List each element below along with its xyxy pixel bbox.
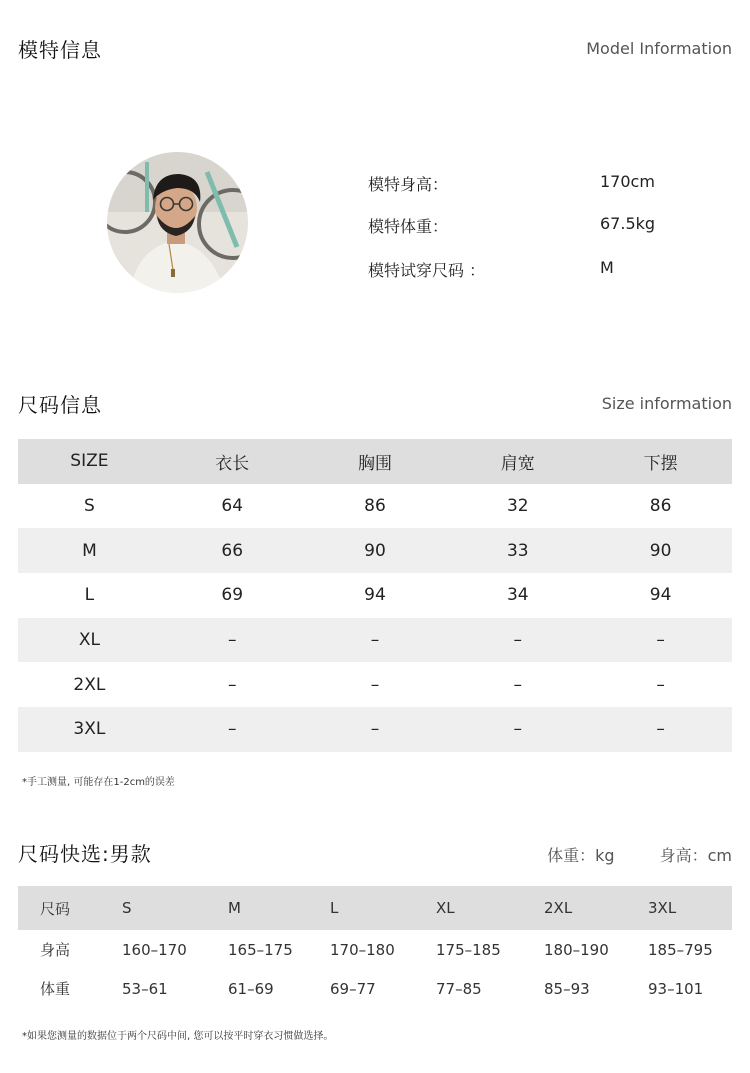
size-info-subtitle: Size information [601,394,732,413]
size-info-header [18,389,732,419]
hem-column-header: 下摆 [643,453,678,474]
height-unit-label: 身高：cm [659,846,732,865]
model-height-label: 模特身高： [368,175,449,194]
weight-unit-label: 体重：kg [547,846,615,865]
table-cell: 3XL [73,719,106,740]
table-header-cell: L [330,899,339,917]
unit-legend [507,843,732,866]
quick-size-header-row [18,886,732,930]
table-cell: 170–180 [330,940,395,959]
table-cell: 32 [506,496,529,517]
table-row [18,484,732,529]
table-cell: 64 [221,496,244,517]
model-weight-label: 模特体重： [368,217,449,236]
table-cell: S [84,496,95,517]
table-cell: – [227,674,237,695]
table-cell: 2XL [73,674,106,695]
table-cell: – [656,674,665,695]
table-cell: 69–77 [330,979,376,998]
table-cell: – [370,630,380,651]
table-row [18,662,732,707]
table-cell: 93–101 [648,979,704,998]
model-avatar [107,152,248,293]
table-header-cell: 2XL [544,899,573,917]
quick-size-note: *如果您测量的数据位于两个尺码中间, 您可以按平时穿衣习惯做选择。 [22,1031,334,1042]
table-cell: 90 [649,540,672,561]
table-cell: 90 [364,540,386,561]
model-info-subtitle: Model Information [586,39,732,58]
table-cell: 69 [221,585,244,606]
table-cell: 身高 [40,941,71,959]
table-cell: 175–185 [436,940,501,959]
model-info-title: 模特信息 [18,38,102,62]
table-cell: 53–61 [122,979,168,998]
size-column-header: SIZE [70,451,109,472]
table-row [18,969,732,1008]
shoulder-column-header: 肩宽 [500,453,535,474]
table-cell: 66 [221,540,244,561]
table-header-cell: M [228,899,241,917]
model-height-value: 170cm [600,172,655,191]
model-size-value: M [600,258,614,277]
table-header-cell: XL [436,899,455,917]
table-cell: – [656,719,665,740]
table-cell: – [513,630,523,651]
table-cell: – [656,630,665,651]
table-cell: – [227,630,237,651]
model-size-label: 模特试穿尺码 ： [368,261,486,280]
table-cell: 185–795 [648,940,713,959]
table-cell: M [82,540,97,561]
chest-column-header: 胸围 [357,453,392,474]
model-height-row [368,172,688,196]
quick-size-table [18,886,732,1008]
table-row [18,528,732,573]
table-header-cell: S [122,899,132,917]
table-cell: 34 [506,585,529,606]
table-header-cell: 3XL [648,899,677,917]
table-cell: – [370,674,380,695]
table-cell: 86 [364,496,386,517]
table-cell: 94 [364,585,386,606]
table-row [18,707,732,752]
length-column-header: 衣长 [215,453,250,474]
table-cell: 33 [506,540,529,561]
table-row [18,930,732,969]
table-cell: 165–175 [228,940,293,959]
table-cell: – [227,719,237,740]
table-header-cell: 尺码 [40,899,71,918]
table-cell: – [370,719,380,740]
size-table [18,439,732,752]
quick-size-header [18,838,732,868]
size-info-title: 尺码信息 [18,393,102,417]
model-info-header [18,34,732,64]
table-cell: 86 [649,496,672,517]
table-cell: L [84,585,95,606]
quick-size-title: 尺码快选:男款 [18,842,152,866]
table-cell: 61–69 [228,979,274,998]
model-size-row [368,258,688,282]
table-cell: 160–170 [122,940,187,959]
table-cell: 体重 [40,980,71,998]
table-row [18,618,732,663]
table-row [18,573,732,618]
table-cell: 94 [649,585,672,606]
model-weight-value: 67.5kg [600,214,656,233]
table-cell: 77–85 [436,979,482,998]
table-cell: – [513,674,523,695]
model-weight-row [368,214,688,238]
table-cell: 180–190 [544,940,609,959]
table-cell: XL [78,630,100,651]
table-cell: – [513,719,523,740]
size-measurement-note: *手工测量, 可能存在1-2cm的误差 [22,777,175,788]
table-cell: 85–93 [544,979,590,998]
size-table-header-row [18,439,732,484]
